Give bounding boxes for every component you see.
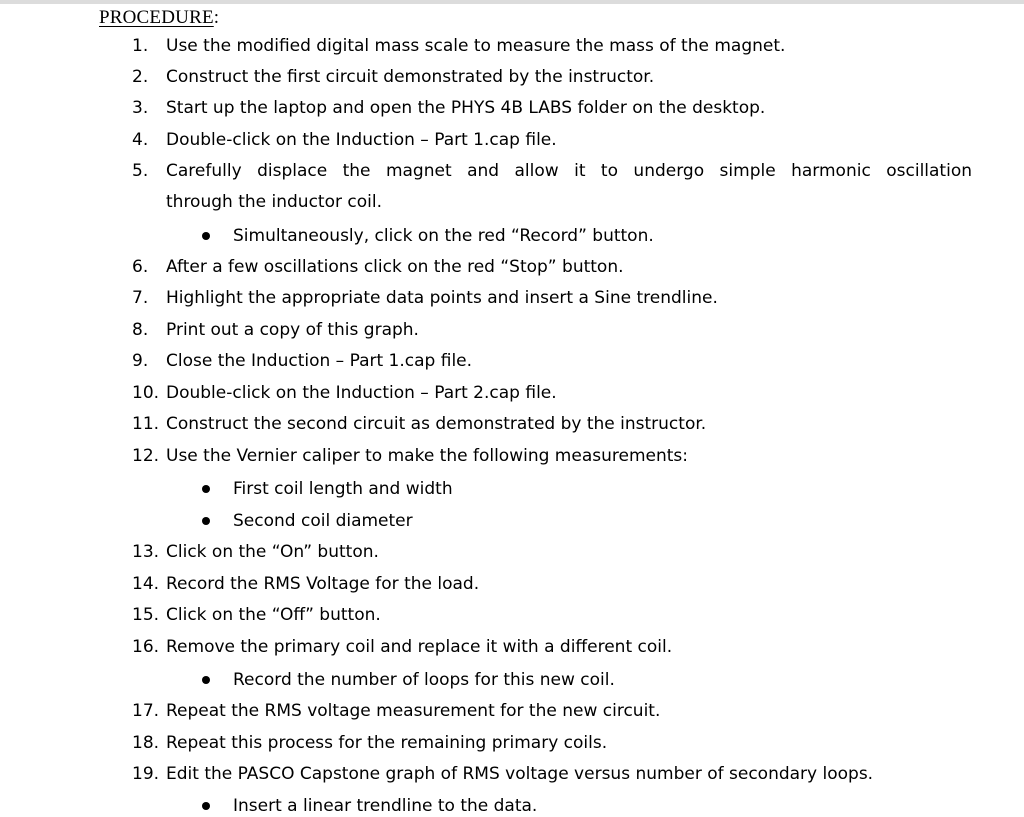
step-number: 4. (132, 130, 149, 150)
step-text: Click on the “On” button. (166, 542, 379, 562)
step-text: Repeat the RMS voltage measurement for the new circuit. (166, 701, 661, 721)
bullet-icon (202, 517, 210, 525)
step-text: Edit the PASCO Capstone graph of RMS voltage versus number of secondary loops. (166, 764, 874, 784)
step-number: 18. (132, 733, 160, 753)
step-text: Remove the primary coil and replace it with a different coil. (166, 637, 673, 657)
bullet-icon (202, 485, 210, 493)
step-text: Print out a copy of this graph. (166, 320, 419, 340)
heading-text: PROCEDURE (99, 7, 214, 28)
step-number: 10. (132, 383, 160, 403)
step-text: Double-click on the Induction – Part 2.cap file. (166, 383, 557, 403)
step-number: 15. (132, 605, 160, 625)
step-number: 13. (132, 542, 160, 562)
step-number: 16. (132, 637, 160, 657)
step-text: Repeat this process for the remaining primary coils. (166, 733, 608, 753)
bullet-icon (202, 232, 210, 240)
step-text: Click on the “Off” button. (166, 605, 381, 625)
step-text: Highlight the appropriate data points and insert a Sine trendline. (166, 288, 718, 308)
bullet-icon (202, 676, 210, 684)
step-number: 2. (132, 67, 149, 87)
step-number: 8. (132, 320, 149, 340)
step-number: 17. (132, 701, 160, 721)
step-number: 12. (132, 446, 160, 466)
bullet-icon (202, 802, 210, 810)
bullet-text: First coil length and width (233, 479, 453, 499)
step-text: After a few oscillations click on the red “Stop” button. (166, 257, 624, 277)
step-number: 5. (132, 161, 149, 181)
step-text: Close the Induction – Part 1.cap file. (166, 351, 473, 371)
step-number: 6. (132, 257, 149, 277)
step-number: 14. (132, 574, 160, 594)
step-number: 9. (132, 351, 149, 371)
step-text: Use the Vernier caliper to make the following measurements: (166, 446, 688, 466)
step-text: Construct the first circuit demonstrated by the instructor. (166, 67, 655, 87)
bullet-text: Record the number of loops for this new coil. (233, 670, 615, 690)
step-number: 11. (132, 414, 160, 434)
step-text: Construct the second circuit as demonstrated by the instructor. (166, 414, 707, 434)
step-number: 19. (132, 764, 160, 784)
step-number: 3. (132, 98, 149, 118)
step-text: Use the modified digital mass scale to measure the mass of the magnet. (166, 36, 786, 56)
step-number: 1. (132, 36, 149, 56)
bullet-text: Second coil diameter (233, 511, 413, 531)
heading-colon: : (213, 7, 220, 28)
bullet-text: Simultaneously, click on the red “Record” button. (233, 226, 654, 246)
procedure-heading (99, 5, 219, 31)
step-text: Double-click on the Induction – Part 1.cap file. (166, 130, 557, 150)
step-text: Start up the laptop and open the PHYS 4B LABS folder on the desktop. (166, 98, 766, 118)
bullet-text: Insert a linear trendline to the data. (233, 796, 538, 816)
step-text: Carefully displace the magnet and allow it to undergo simple harmonic oscillation (166, 161, 972, 181)
step-number: 7. (132, 288, 149, 308)
step-text-continued: through the inductor coil. (166, 192, 382, 212)
step-text: Record the RMS Voltage for the load. (166, 574, 480, 594)
